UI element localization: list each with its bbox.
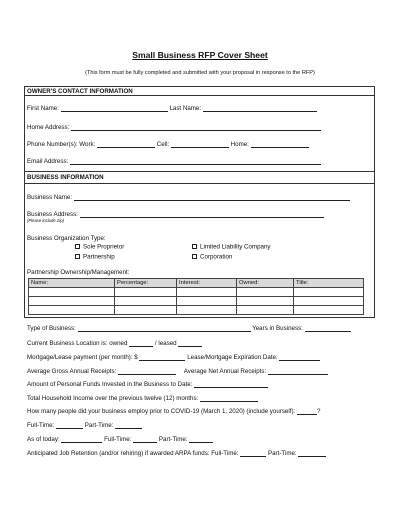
table-cell[interactable]: [29, 306, 115, 315]
household-income-field[interactable]: [200, 395, 258, 402]
mortgage-payment-label: Mortgage/Lease payment (per month): $: [27, 353, 138, 361]
table-cell[interactable]: [29, 297, 115, 306]
partnership-label: Partnership: [83, 253, 115, 261]
col-owned: Owned:: [237, 279, 294, 288]
first-name-field[interactable]: [61, 105, 168, 112]
business-section-header: BUSINESS INFORMATION: [27, 174, 104, 181]
owner-section-header: OWNER'S CONTACT INFORMATION: [27, 88, 133, 95]
net-receipts-label: Average Net Annual Receipts:: [183, 367, 267, 375]
col-percentage: Percentage:: [115, 279, 177, 288]
table-cell[interactable]: [294, 288, 364, 297]
today-part-time-field[interactable]: [189, 436, 213, 443]
form-subtitle: (This form must be fully completed and submitted with your proposal in response to the RFP): [85, 70, 315, 76]
email-row: [27, 158, 321, 165]
receipts-row: [27, 368, 328, 375]
table-cell[interactable]: [115, 297, 177, 306]
mortgage-payment-field[interactable]: [139, 354, 185, 361]
expiration-label: Lease/Mortgage Expiration Date:: [187, 353, 278, 361]
option-sole-proprietor[interactable]: [75, 244, 124, 251]
gross-receipts-field[interactable]: [118, 368, 176, 375]
phone-row: [27, 141, 309, 148]
work-phone-label: Phone Number(s): Work:: [27, 140, 96, 148]
retention-full-time-field[interactable]: [240, 450, 266, 457]
as-of-today-row: [27, 436, 213, 443]
corporation-label: Corporation: [200, 253, 233, 261]
type-of-business-row: [27, 325, 351, 332]
as-of-today-field[interactable]: [61, 436, 102, 443]
cell-phone-field[interactable]: [171, 141, 229, 148]
full-time-field[interactable]: [56, 422, 83, 429]
home-address-row: [27, 124, 321, 131]
section-divider: [24, 171, 375, 172]
ownership-label: Partnership Ownership/Management:: [27, 269, 130, 276]
llc-label: Limited Liability Company: [200, 243, 271, 251]
employees-row: [27, 408, 320, 415]
mortgage-row: [27, 354, 320, 361]
ownership-table-header: [29, 279, 364, 288]
pre-covid-split-row: [27, 422, 142, 429]
employees-pre-covid-field[interactable]: [297, 408, 317, 415]
last-name-label: Last Name:: [169, 104, 202, 112]
part-time-label: Part-Time:: [84, 421, 114, 429]
as-of-today-label: As of today:: [27, 435, 60, 443]
years-in-business-label: Years in Business:: [252, 324, 303, 332]
llc-checkbox[interactable]: [192, 244, 197, 249]
corporation-checkbox[interactable]: [192, 254, 197, 259]
expiration-field[interactable]: [279, 354, 320, 361]
table-cell[interactable]: [294, 306, 364, 315]
years-in-business-field[interactable]: [305, 325, 351, 332]
table-cell[interactable]: [237, 297, 294, 306]
table-cell[interactable]: [177, 306, 237, 315]
table-row: [29, 306, 364, 315]
business-address-label: Business Address:: [27, 210, 78, 218]
today-full-time-label: Full-Time:: [104, 435, 132, 443]
home-phone-field[interactable]: [251, 141, 309, 148]
type-of-business-label: Type of Business:: [27, 324, 76, 332]
retention-part-time-label: Part-Time:: [267, 449, 297, 457]
question-mark: ?: [316, 407, 321, 415]
personal-funds-row: [27, 381, 268, 388]
home-address-field[interactable]: [71, 124, 321, 131]
net-receipts-field[interactable]: [268, 368, 328, 375]
location-leased-label: / leased: [154, 339, 177, 347]
location-row: [27, 340, 202, 347]
table-cell[interactable]: [237, 306, 294, 315]
last-name-field[interactable]: [203, 105, 317, 112]
form-title: Small Business RFP Cover Sheet: [132, 50, 268, 60]
table-row: [29, 288, 364, 297]
business-name-row: [27, 194, 350, 201]
owned-field[interactable]: [129, 340, 153, 347]
business-header-divider: [24, 183, 375, 184]
zip-note: (Please include Zip): [27, 218, 65, 223]
business-address-row: [27, 211, 324, 218]
business-name-field[interactable]: [74, 194, 350, 201]
gross-receipts-label: Average Gross Annual Receipts:: [27, 367, 117, 375]
option-llc[interactable]: [192, 244, 271, 251]
personal-funds-label: Amount of Personal Funds Invested in the Business to Date:: [27, 380, 193, 388]
home-phone-label: Home:: [230, 140, 249, 148]
table-cell[interactable]: [177, 288, 237, 297]
col-interest: Interest:: [177, 279, 237, 288]
type-of-business-field[interactable]: [78, 325, 251, 332]
full-time-label: Full-Time:: [27, 421, 55, 429]
home-address-label: Home Address:: [27, 123, 70, 131]
table-row: [29, 297, 364, 306]
col-name: Name:: [29, 279, 115, 288]
business-address-field[interactable]: [80, 211, 324, 218]
table-cell[interactable]: [115, 288, 177, 297]
email-field[interactable]: [70, 158, 321, 165]
table-cell[interactable]: [177, 297, 237, 306]
table-cell[interactable]: [115, 306, 177, 315]
table-cell[interactable]: [294, 297, 364, 306]
org-type-label: Business Organization Type:: [27, 235, 106, 242]
part-time-field[interactable]: [115, 422, 142, 429]
first-name-label: First Name:: [27, 104, 59, 112]
retention-label: Anticipated Job Retention (and/or rehiring) if awarded ARPA funds: Full-Time:: [27, 449, 239, 457]
partnership-checkbox[interactable]: [75, 254, 80, 259]
option-partnership[interactable]: [75, 254, 115, 261]
first-name-row: [27, 105, 317, 112]
col-title: Title:: [294, 279, 364, 288]
today-full-time-field[interactable]: [133, 436, 157, 443]
employees-pre-covid-label: How many people did your business employ prior to COVID-19 (March 1, 2020) (include yourself):: [27, 407, 296, 415]
location-owned-label: Current Business Location is: owned: [27, 339, 128, 347]
retention-row: [27, 450, 326, 457]
household-income-row: [27, 395, 258, 402]
table-cell[interactable]: [237, 288, 294, 297]
email-label: Email Address:: [27, 157, 69, 165]
household-income-label: Total Household Income over the previous twelve (12) months:: [27, 394, 199, 402]
retention-part-time-field[interactable]: [298, 450, 326, 457]
table-cell[interactable]: [29, 288, 115, 297]
cell-phone-label: Cell:: [156, 140, 170, 148]
option-corporation[interactable]: [192, 254, 232, 261]
today-part-time-label: Part-Time:: [158, 435, 188, 443]
leased-field[interactable]: [178, 340, 202, 347]
work-phone-field[interactable]: [97, 141, 155, 148]
business-name-label: Business Name:: [27, 193, 73, 201]
personal-funds-field[interactable]: [194, 381, 268, 388]
sole-proprietor-label: Sole Proprietor: [83, 243, 125, 251]
ownership-table: [28, 278, 364, 315]
sole-proprietor-checkbox[interactable]: [75, 244, 80, 249]
